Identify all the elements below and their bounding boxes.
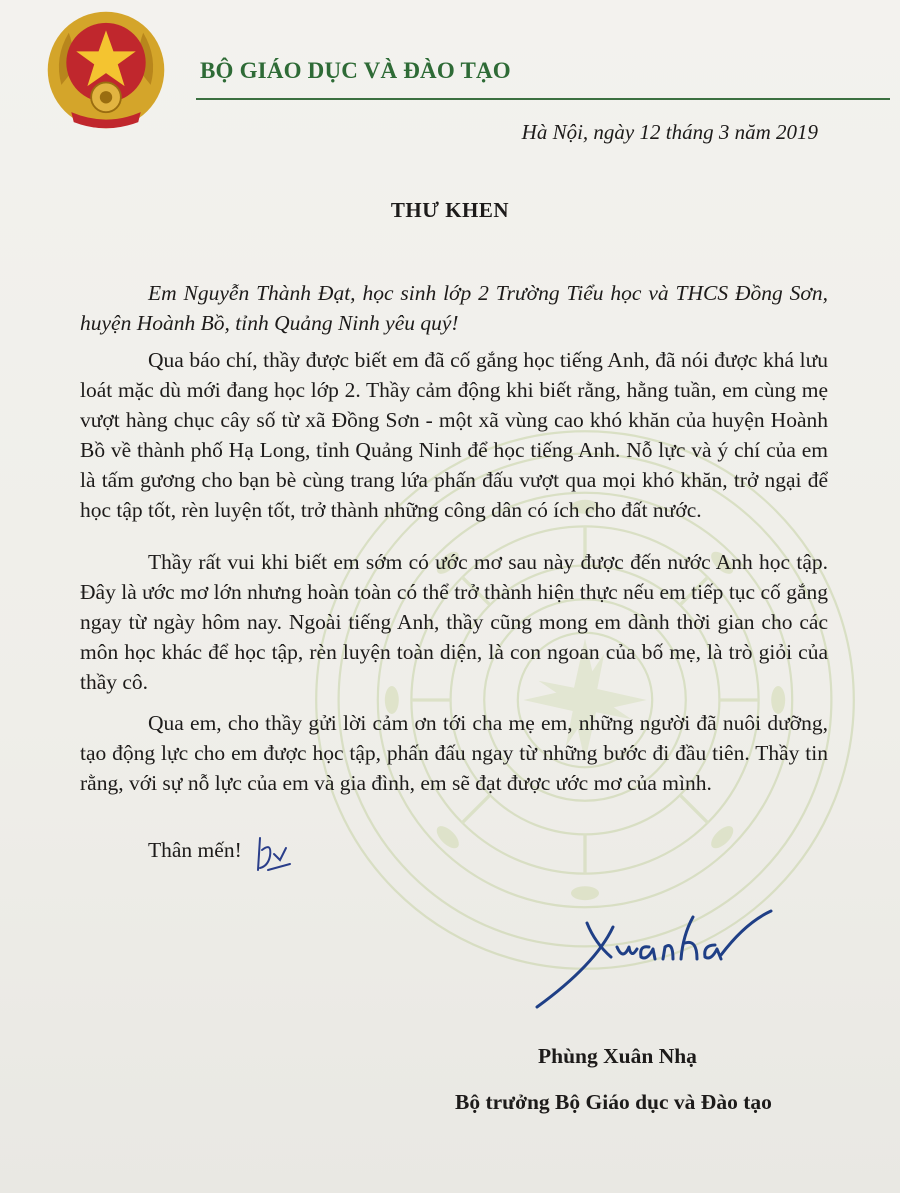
date-line: Hà Nội, ngày 12 tháng 3 năm 2019 [521,120,818,144]
initials-mark [250,830,298,878]
ministry-name: BỘ GIÁO DỤC VÀ ĐÀO TẠO [200,58,511,83]
paragraph-1: Qua báo chí, thầy được biết em đã cố gắng học tiếng Anh, đã nói được khá lưu loát mặc dù mới đang học lớp 2. Thầy cảm động khi biết rằng, hằng tuần, em cùng mẹ vượt hàng chục cây số từ xã Đồng Sơn - một xã vùng cao khó khăn của huyện Hoành Bồ về thành phố Hạ Long, tỉnh Quảng Ninh để học tiếng Anh. Nỗ lực và ý chí của em là tấm gương cho bạn bè cùng trang lứa phấn đấu vượt qua mọi khó khăn, trở ngại để học tập tốt, rèn luyện tốt, trở thành những công dân có ích cho đất nước. [80,348,828,522]
paragraph-2: Thầy rất vui khi biết em sớm có ước mơ sau này được đến nước Anh học tập. Đây là ước mơ lớn nhưng hoàn toàn có thể trở thành hiện thực nếu em tiếp tục cố gắng ngay từ ngày hôm nay. Ngoài tiếng Anh, thầy cũng mong em dành thời gian cho các môn học khác để học tập, rèn luyện toàn diện, là con ngoan của bố mẹ, là trò giỏi của thầy cô. [80,550,828,694]
letter-title: THƯ KHEN [390,198,510,222]
national-emblem-icon [44,8,168,132]
signer-position: Bộ trưởng Bộ Giáo dục và Đào tạo [455,1090,772,1114]
signer-name: Phùng Xuân Nhạ [538,1044,697,1068]
closing-line: Thân mến! [148,838,242,862]
paragraph-3: Qua em, cho thầy gửi lời cảm ơn tới cha mẹ em, những người đã nuôi dưỡng, tạo động lực cho em được học tập, phấn đấu ngay từ những bước đi đầu tiên. Thầy tin rằng, với sự nỗ lực của em và gia đình, em sẽ đạt được ước mơ của mình. [80,711,828,795]
handwritten-signature [525,895,775,1015]
letter-greeting: Em Nguyễn Thành Đạt, học sinh lớp 2 Trường Tiểu học và THCS Đồng Sơn, huyện Hoành Bồ, tỉnh Quảng Ninh yêu quý! [80,281,828,335]
header-divider [196,98,890,100]
